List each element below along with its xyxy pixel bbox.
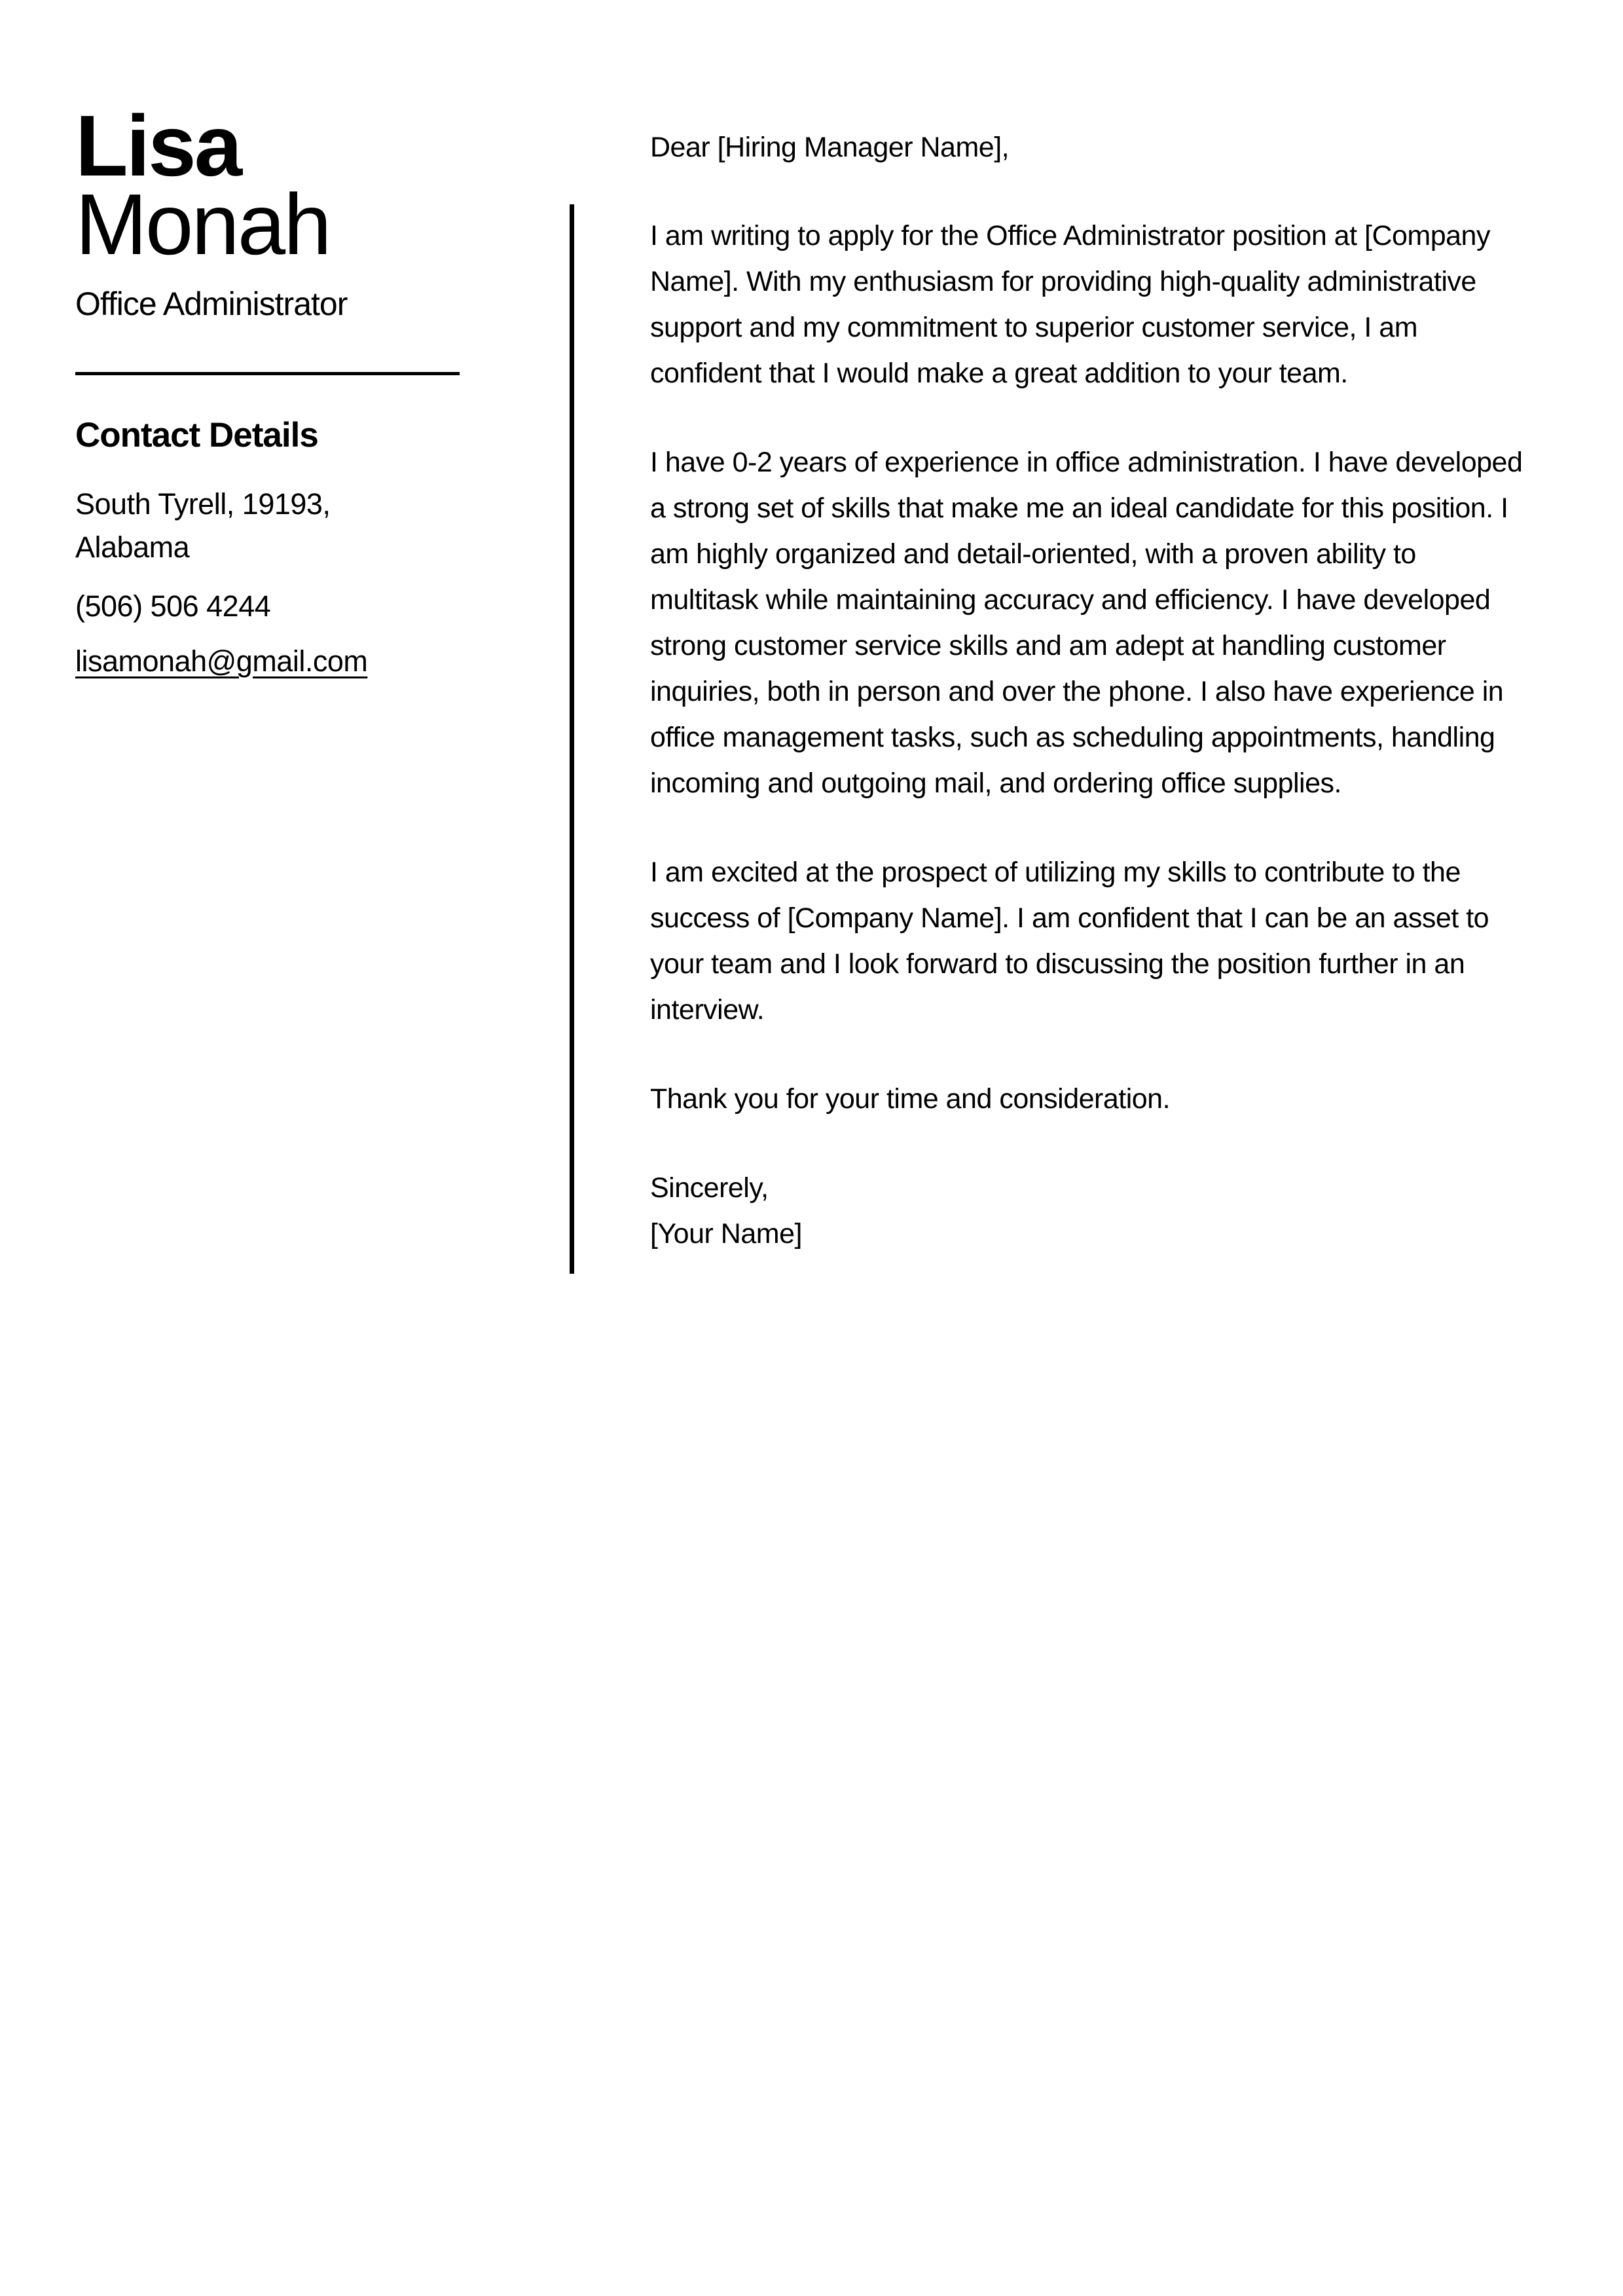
- sidebar-divider: [75, 372, 460, 375]
- letter-closing: [650, 1165, 1525, 1257]
- sidebar: [75, 98, 501, 683]
- address-line-1: South Tyrell, 19193,: [75, 487, 331, 521]
- letter-greeting: Dear [Hiring Manager Name],: [650, 132, 1010, 163]
- closing-signature: [Your Name]: [650, 1218, 802, 1250]
- address-line-2: Alabama: [75, 530, 190, 564]
- person-last-name: Monah: [75, 176, 330, 272]
- contact-email-row: [75, 640, 501, 683]
- contact-phone: (506) 506 4244: [75, 589, 271, 623]
- letter-paragraph-1: I am writing to apply for the Office Administrator position at [Company Name]. With my enthusiasm for providing high-quality administrative support and my commitment to superior customer service, I am confident that I would make a great addition to your team.: [650, 220, 1490, 389]
- contact-details-heading: Contact Details: [75, 416, 318, 454]
- contact-address: [75, 483, 501, 569]
- closing-salutation: Sincerely,: [650, 1172, 769, 1204]
- contact-email-link[interactable]: lisamonah@gmail.com: [75, 644, 368, 678]
- letter-thanks: Thank you for your time and consideration.: [650, 1083, 1171, 1115]
- letter-paragraph-2: I have 0-2 years of experience in office administration. I have developed a strong set of skills that make me an ideal candidate for this position. I am highly organized and detail-oriented, with a proven ability to multitask while maintaining accuracy and efficiency. I have developed strong customer service skills and am adept at handling customer inquiries, both in person and over the phone. I also have experience in office management tasks, such as scheduling appointments, handling incoming and outgoing mail, and ordering office supplies.: [650, 447, 1523, 799]
- person-name: [75, 98, 501, 272]
- job-title: Office Administrator: [75, 286, 348, 322]
- letter-paragraph-3: I am excited at the prospect of utilizing my skills to contribute to the success of [Company Name]. I am confident that I can be an asset to your team and I look forward to discussing the position further in an interview.: [650, 857, 1489, 1026]
- letter-content: [570, 124, 1525, 1274]
- person-first-name: Lisa: [75, 98, 241, 194]
- letter-body: [570, 204, 1525, 1274]
